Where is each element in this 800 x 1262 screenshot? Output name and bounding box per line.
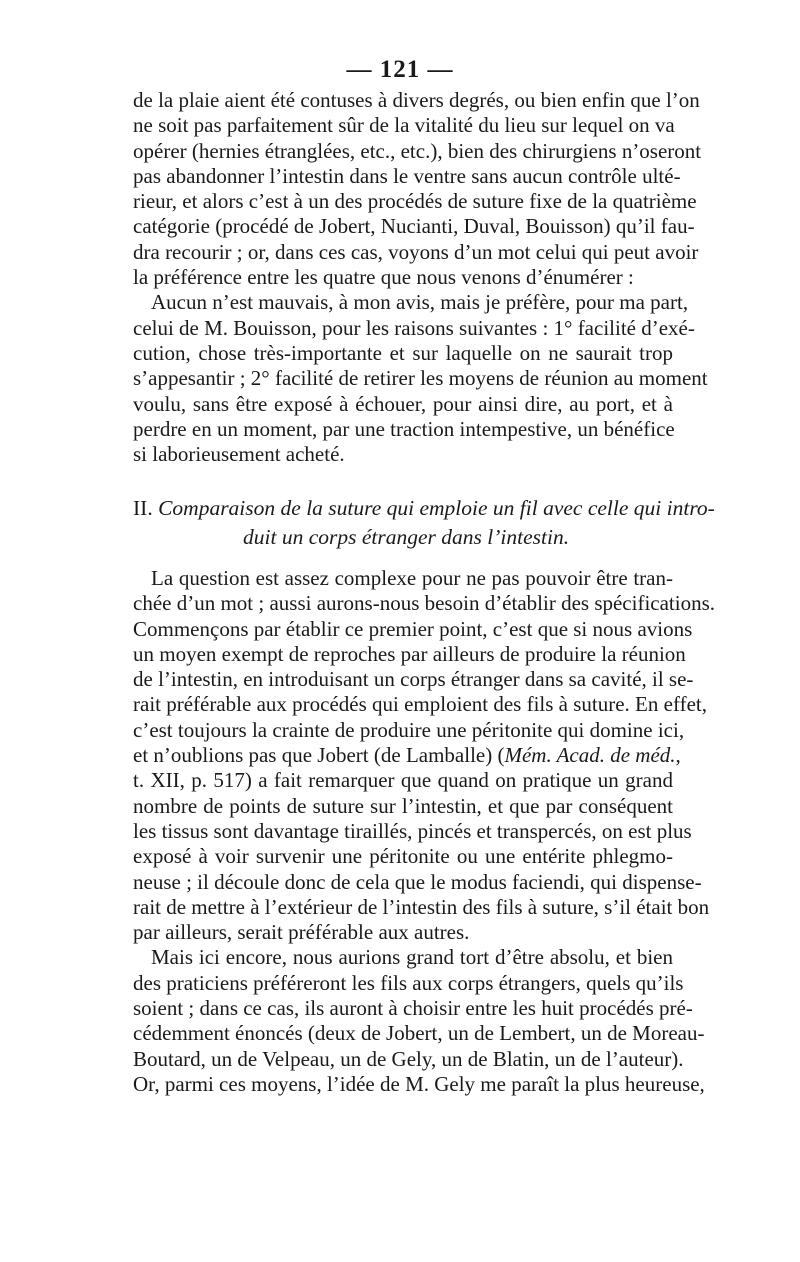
citation-title: Mém. Acad. de méd. (504, 743, 676, 768)
text-line: cution, chose très-importante et sur laquelle on ne saurait trop (133, 340, 673, 365)
text-line: perdre en un moment, par une traction intempestive, un bénéfice (133, 416, 675, 441)
text-line: neuse ; il découle donc de cela que le modus faciendi, qui dispense- (133, 869, 702, 894)
text-line: nombre de points de suture sur l’intestin, et que par conséquent (133, 793, 673, 818)
section-heading-line (133, 494, 715, 523)
citation-after: , (675, 743, 681, 768)
text-line: exposé à voir survenir une péritonite ou une entérite phlegmo- (133, 844, 673, 869)
text-line: t. XII, p. 517) a fait remarquer que quand on pratique un grand (133, 768, 673, 793)
text-line: La question est assez complexe pour ne pas pouvoir être tran- (151, 566, 673, 590)
page-number: — 121 — (346, 56, 454, 83)
citation-line (133, 743, 681, 768)
text-line: chée d’un mot ; aussi aurons-nous besoin d’établir des spécifications. (133, 591, 716, 616)
text-line: s’appesantir ; 2° facilité de retirer les moyens de réunion au moment (133, 366, 708, 391)
section-heading-line (133, 523, 673, 552)
text-line: de la plaie aient été contuses à divers degrés, ou bien enfin que l’on (133, 88, 700, 112)
text-line: Aucun n’est mauvais, à mon avis, mais je préfère, pour ma part, (151, 290, 689, 315)
text-line: si laborieusement acheté. (133, 442, 345, 467)
text-line: opérer (hernies étranglées, etc., etc.), bien des chirurgiens n’oseront (133, 138, 702, 163)
text-line: les tissus sont davantage tiraillés, pincés et transpercés, on est plus (133, 818, 692, 843)
text-line: de l’intestin, en introduisant un corps étranger dans sa cavité, il se- (133, 667, 694, 692)
section-title: Comparaison de la suture qui emploie un fil avec celle qui intro- (158, 496, 715, 520)
text-line: soient ; dans ce cas, ils auront à choisir entre les huit procédés pré- (133, 996, 693, 1021)
text-line: voulu, sans être exposé à échouer, pour ainsi dire, au port, et à (133, 391, 673, 416)
text-line: celui de M. Bouisson, pour les raisons suivantes : 1° facilité d’exé- (133, 315, 695, 340)
text-line: des praticiens préféreront les fils aux corps étrangers, quels qu’ils (133, 970, 684, 995)
text-line: Boutard, un de Velpeau, un de Gely, un de Blatin, un de l’auteur). (133, 1046, 684, 1071)
text-line: catégorie (procédé de Jobert, Nucianti, Duval, Bouisson) qu’il fau- (133, 214, 695, 239)
text-block-top (133, 88, 708, 467)
citation-before: et n’oublions pas que Jobert (de Lamballe) ( (133, 743, 505, 768)
text-line: cédemment énoncés (deux de Jobert, un de Lembert, un de Moreau- (133, 1021, 705, 1046)
section-title-continued: duit un corps étranger dans l’intestin. (243, 525, 570, 549)
text-line: par ailleurs, serait préférable aux autres. (133, 920, 470, 945)
section-heading (133, 494, 715, 552)
text-line: un moyen exempt de reproches par ailleurs de produire la réunion (133, 641, 686, 666)
text-line: c’est toujours la crainte de produire une péritonite qui domine ici, (133, 717, 685, 742)
text-line: Or, parmi ces moyens, l’idée de M. Gely me paraît la plus heureuse, (133, 1071, 705, 1096)
text-line: pas abandonner l’intestin dans le ventre sans aucun contrôle ulté- (133, 163, 681, 188)
text-line: la préférence entre les quatre que nous venons d’énumérer : (133, 265, 634, 290)
text-line: dra recourir ; or, dans ces cas, voyons d’un mot celui qui peut avoir (133, 239, 699, 264)
text-line: ne soit pas parfaitement sûr de la vitalité du lieu sur lequel on va (133, 113, 675, 138)
text-line: rait de mettre à l’extérieur de l’intestin des fils à suture, s’il était bon (133, 894, 710, 919)
text-block-bottom (133, 566, 716, 1097)
text-line: rieur, et alors c’est à un des procédés de suture fixe de la quatrième (133, 189, 697, 214)
text-line: Commençons par établir ce premier point, c’est que si nous avions (133, 616, 693, 641)
text-line: Mais ici encore, nous aurions grand tort d’être absolu, et bien (151, 945, 673, 970)
section-number: II. (133, 496, 153, 520)
text-line: rait préférable aux procédés qui emploient des fils à suture. En effet, (133, 692, 707, 717)
